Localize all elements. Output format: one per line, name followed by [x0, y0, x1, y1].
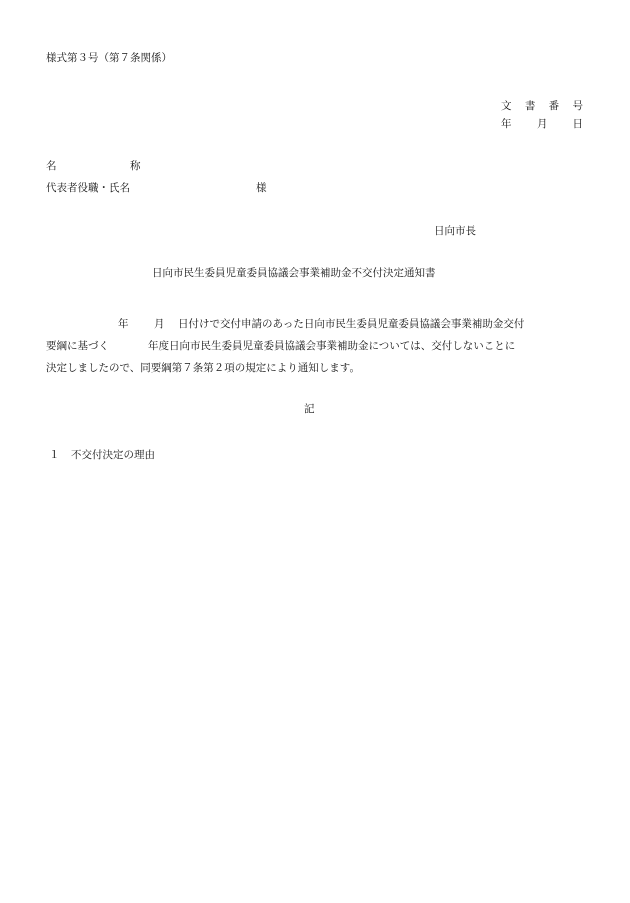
date-year-label: 年 — [501, 117, 512, 130]
document-reference — [501, 97, 583, 133]
document-title: 日向市民生委員児童委員協議会事業補助金不交付決定通知書 — [152, 267, 436, 279]
ki-heading: 記 — [304, 403, 315, 415]
body-year-label: 年 — [118, 317, 129, 330]
list-item — [49, 450, 155, 461]
date-day-label: 日 — [572, 117, 583, 130]
item-label: 不交付決定の理由 — [71, 449, 155, 461]
addressee-block — [46, 155, 267, 199]
document-date-label — [501, 115, 583, 133]
document-number-label: 文 書 番 号 — [501, 99, 583, 112]
body-line-1: 年 月 日付けで交付申請のあった日向市民生委員児童委員協議会事業補助金交付 — [118, 317, 525, 330]
form-number: 様式第３号（第７条関係） — [46, 52, 172, 64]
body-paragraph — [46, 313, 582, 379]
date-month-label: 月 — [537, 117, 548, 130]
body-month-label: 月 — [154, 317, 165, 330]
item-number: １ — [49, 449, 60, 461]
issuer: 日向市長 — [434, 225, 476, 237]
honorific: 様 — [256, 181, 267, 194]
addressee-representative-row: 代表者役職・氏名 様 — [46, 181, 267, 194]
body-line-3: 決定しましたので、同要綱第７条第２項の規定により通知します。 — [46, 361, 360, 374]
body-line-2: 要綱に基づく 年度日向市民生委員児童委員協議会事業補助金については、交付しないことに — [46, 339, 516, 352]
addressee-name-row: 名 称 — [46, 159, 141, 172]
